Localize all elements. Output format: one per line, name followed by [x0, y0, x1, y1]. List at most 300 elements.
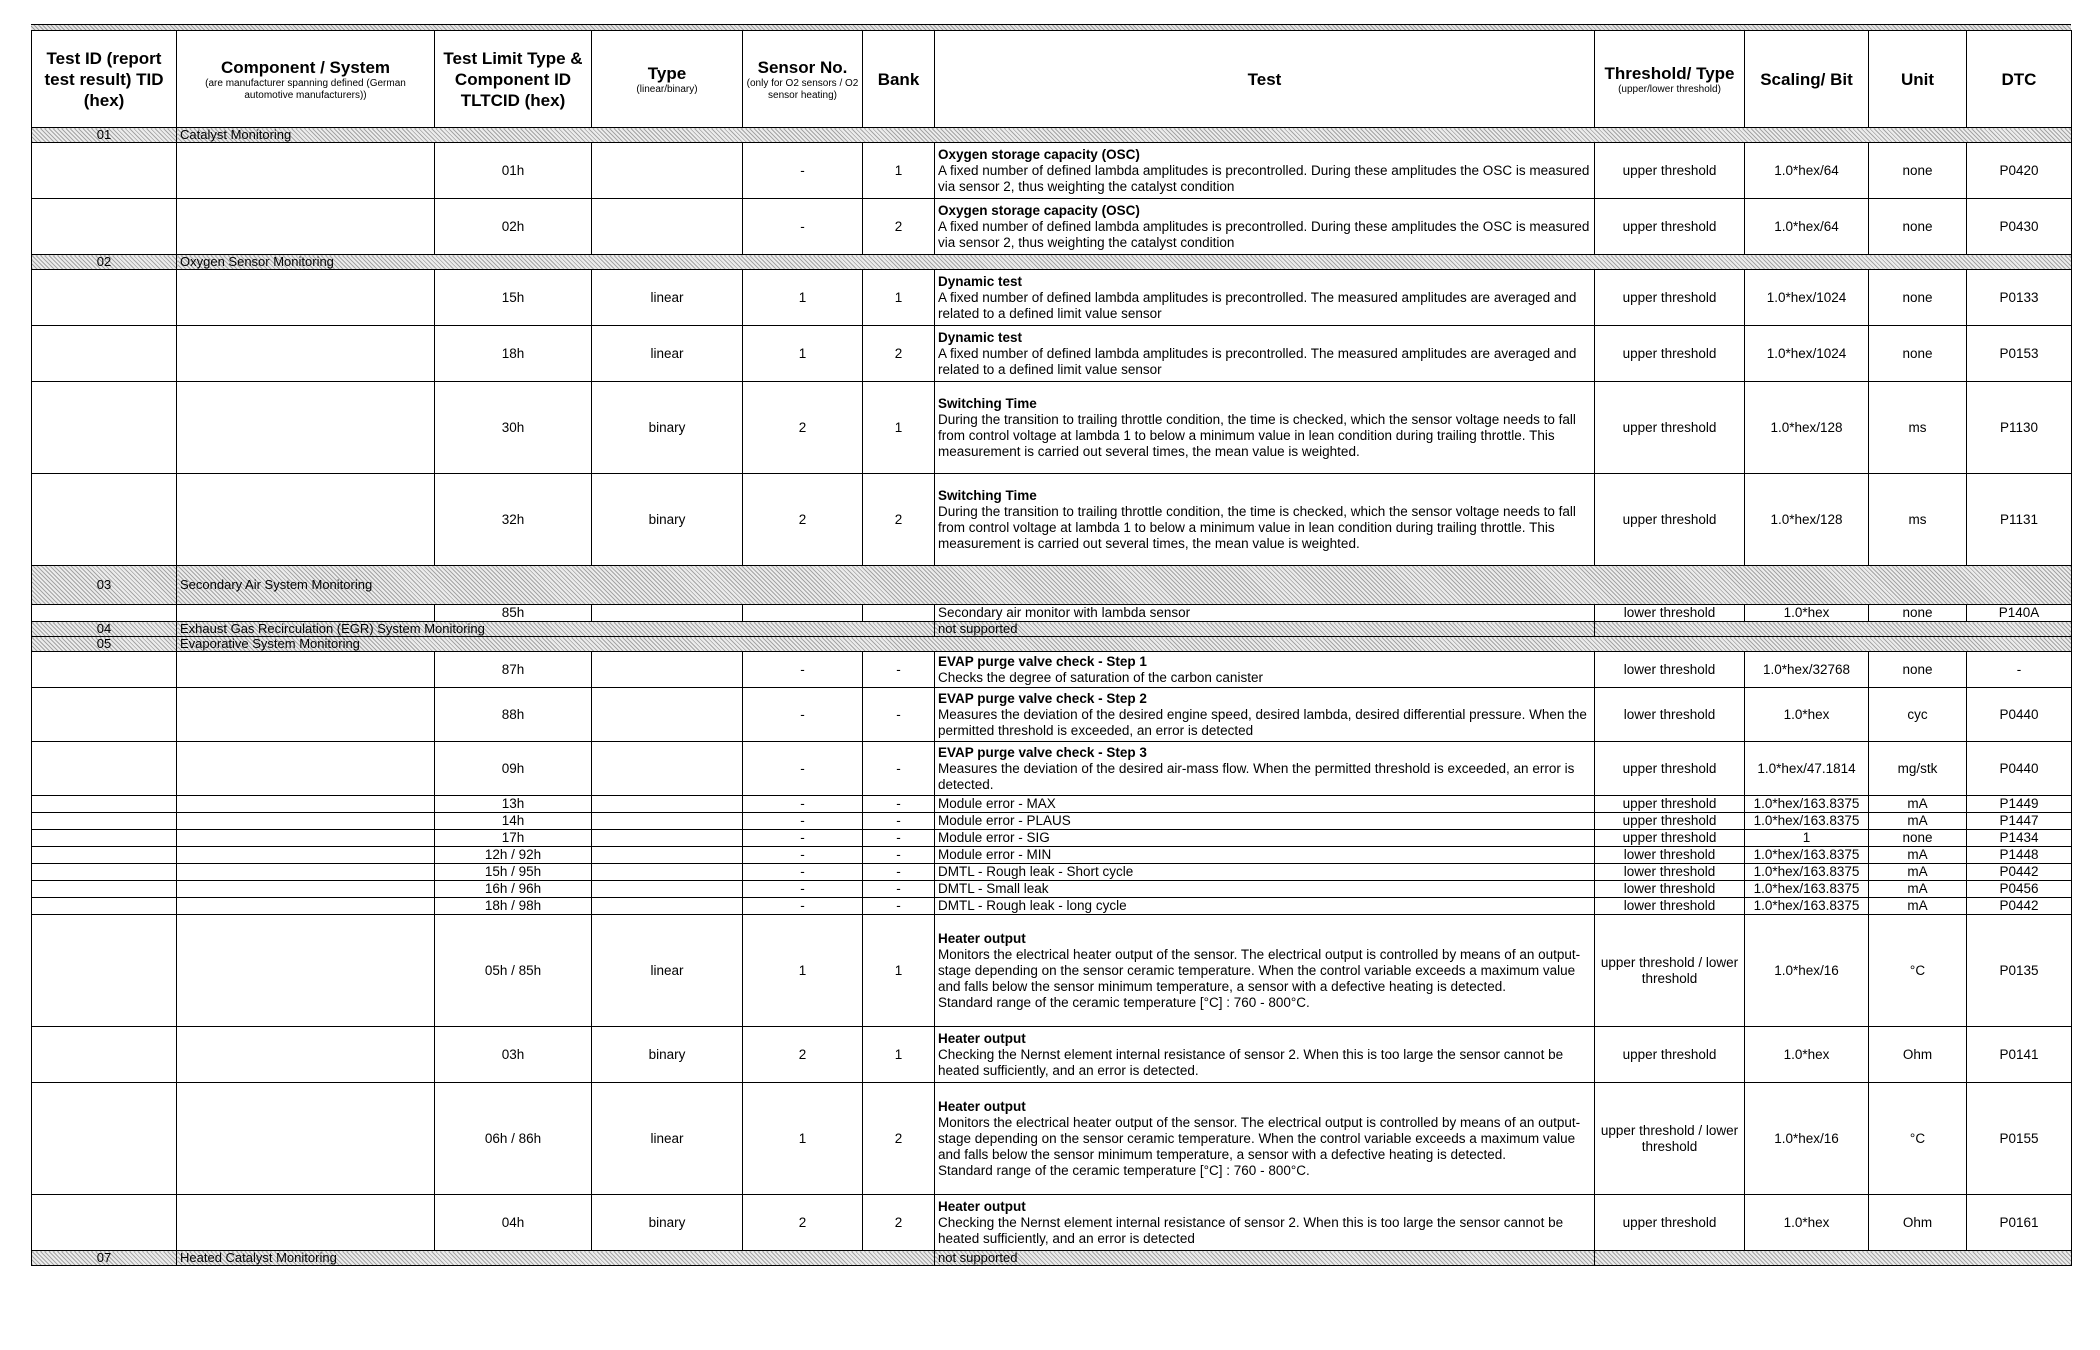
type-cell	[592, 742, 743, 796]
test-description: During the transition to trailing throttle condition, the time is checked, which the sensor voltage needs to fall from control voltage at lambda 1 to below a minimum value in lean condition during trailing throttle. This measurement is carried out several times, the mean value is weighted.	[938, 411, 1576, 459]
unit-cell: none	[1869, 830, 1967, 847]
sensor-cell: 1	[743, 326, 863, 382]
tid-cell	[32, 915, 177, 1027]
type-cell	[592, 605, 743, 622]
unit-cell: Ohm	[1869, 1027, 1967, 1083]
sensor-cell: 1	[743, 915, 863, 1027]
sensor-cell: -	[743, 881, 863, 898]
scaling-cell: 1.0*hex/1024	[1745, 326, 1869, 382]
unit-cell: °C	[1869, 915, 1967, 1027]
section-hatch	[1595, 1251, 2072, 1266]
test-cell	[935, 326, 1595, 382]
section-test: not supported	[935, 622, 1595, 637]
test-cell	[935, 605, 1595, 622]
component-cell	[177, 864, 435, 881]
tid-cell	[32, 881, 177, 898]
scaling-cell: 1.0*hex/163.8375	[1745, 796, 1869, 813]
tid-cell	[32, 1195, 177, 1251]
tltcid-cell: 88h	[435, 688, 592, 742]
bank-cell: -	[863, 652, 935, 688]
dtc-cell: P0442	[1967, 898, 2072, 915]
section-id: 04	[32, 622, 177, 637]
type-cell: binary	[592, 1195, 743, 1251]
type-cell	[592, 813, 743, 830]
tid-cell	[32, 864, 177, 881]
dtc-cell: P1131	[1967, 474, 2072, 566]
section-name: Oxygen Sensor Monitoring	[177, 255, 2072, 270]
threshold-cell: upper threshold	[1595, 382, 1745, 474]
test-title: Dynamic test	[938, 329, 1023, 345]
tltcid-cell: 15h / 95h	[435, 864, 592, 881]
test-description: Monitors the electrical heater output of the sensor. The electrical output is controlled by means of an output-stage depending on the sensor ceramic temperature. When the control variable exceeds a maximum value and falls below the sensor minimum temperature, a sensor with a defective heating is detected.	[938, 1114, 1581, 1162]
sensor-cell: -	[743, 688, 863, 742]
threshold-cell: upper threshold	[1595, 1027, 1745, 1083]
threshold-cell: lower threshold	[1595, 605, 1745, 622]
section-name: Exhaust Gas Recirculation (EGR) System Monitoring	[177, 622, 935, 637]
tltcid-cell: 06h / 86h	[435, 1083, 592, 1195]
dtc-cell: P0442	[1967, 864, 2072, 881]
tltcid-cell: 09h	[435, 742, 592, 796]
test-note: Standard range of the ceramic temperature [°C] : 760 - 800°C.	[938, 994, 1310, 1010]
scaling-cell: 1.0*hex/64	[1745, 199, 1869, 255]
tltcid-cell: 01h	[435, 143, 592, 199]
section-hatch	[1595, 622, 2072, 637]
obd-test-table	[31, 30, 2072, 1266]
type-cell	[592, 864, 743, 881]
bank-cell: -	[863, 796, 935, 813]
tid-cell	[32, 742, 177, 796]
test-description: A fixed number of defined lambda amplitudes is precontrolled. The measured amplitudes are averaged and related to a defined limit value sensor	[938, 345, 1577, 377]
table-row	[32, 830, 2072, 847]
scaling-cell: 1	[1745, 830, 1869, 847]
section-id: 05	[32, 637, 177, 652]
dtc-cell: P1434	[1967, 830, 2072, 847]
tltcid-cell: 18h	[435, 326, 592, 382]
tltcid-cell: 14h	[435, 813, 592, 830]
table-row	[32, 796, 2072, 813]
dtc-cell: -	[1967, 652, 2072, 688]
component-cell	[177, 143, 435, 199]
threshold-cell: lower threshold	[1595, 688, 1745, 742]
type-cell	[592, 796, 743, 813]
test-cell	[935, 881, 1595, 898]
test-title: Heater output	[938, 1198, 1026, 1214]
header-scaling: Scaling/ Bit	[1745, 31, 1869, 128]
sensor-cell: -	[743, 652, 863, 688]
dtc-cell: P0440	[1967, 742, 2072, 796]
scaling-cell: 1.0*hex/64	[1745, 143, 1869, 199]
scaling-cell: 1.0*hex	[1745, 1027, 1869, 1083]
header-component-label: Component / System	[220, 57, 391, 77]
bank-cell: 1	[863, 1027, 935, 1083]
component-cell	[177, 605, 435, 622]
unit-cell: none	[1869, 143, 1967, 199]
tid-cell	[32, 270, 177, 326]
type-cell: binary	[592, 1027, 743, 1083]
tid-cell	[32, 605, 177, 622]
test-cell	[935, 382, 1595, 474]
header-sensor-note: (only for O2 sensors / O2 sensor heating)	[746, 77, 859, 101]
component-cell	[177, 830, 435, 847]
component-cell	[177, 474, 435, 566]
component-cell	[177, 688, 435, 742]
threshold-cell: upper threshold / lower threshold	[1595, 1083, 1745, 1195]
sensor-cell: 1	[743, 270, 863, 326]
dtc-cell: P0133	[1967, 270, 2072, 326]
component-cell	[177, 742, 435, 796]
scaling-cell: 1.0*hex/163.8375	[1745, 898, 1869, 915]
section-name: Evaporative System Monitoring	[177, 637, 2072, 652]
scaling-cell: 1.0*hex/163.8375	[1745, 813, 1869, 830]
test-note: Standard range of the ceramic temperature [°C] : 760 - 800°C.	[938, 1162, 1310, 1178]
threshold-cell: lower threshold	[1595, 847, 1745, 864]
test-cell	[935, 199, 1595, 255]
header-type-label: Type	[647, 63, 687, 83]
component-cell	[177, 915, 435, 1027]
dtc-cell: P1447	[1967, 813, 2072, 830]
tid-cell	[32, 326, 177, 382]
threshold-cell: upper threshold	[1595, 742, 1745, 796]
dtc-cell: P1130	[1967, 382, 2072, 474]
header-tid: Test ID (report test result) TID (hex)	[32, 31, 177, 128]
bank-cell: -	[863, 898, 935, 915]
threshold-cell: upper threshold	[1595, 474, 1745, 566]
table-row	[32, 326, 2072, 382]
section-name: Secondary Air System Monitoring	[177, 566, 2072, 605]
unit-cell: ms	[1869, 382, 1967, 474]
section-id: 01	[32, 128, 177, 143]
section-row-catalyst	[32, 128, 2072, 143]
tid-cell	[32, 898, 177, 915]
type-cell: linear	[592, 326, 743, 382]
table-row	[32, 474, 2072, 566]
scaling-cell: 1.0*hex/16	[1745, 1083, 1869, 1195]
dtc-cell: P0420	[1967, 143, 2072, 199]
tltcid-cell: 02h	[435, 199, 592, 255]
bank-cell: 2	[863, 1195, 935, 1251]
test-cell	[935, 143, 1595, 199]
tltcid-cell: 17h	[435, 830, 592, 847]
test-description: During the transition to trailing throttle condition, the time is checked, which the sensor voltage needs to fall from control voltage at lambda 1 to below a minimum value in lean condition during trailing throttle. This measurement is carried out several times, the mean value is weighted.	[938, 503, 1576, 551]
component-cell	[177, 813, 435, 830]
threshold-cell: upper threshold / lower threshold	[1595, 915, 1745, 1027]
threshold-cell: upper threshold	[1595, 199, 1745, 255]
test-cell	[935, 915, 1595, 1027]
test-description: DMTL - Rough leak - Short cycle	[938, 864, 1134, 879]
unit-cell: mg/stk	[1869, 742, 1967, 796]
threshold-cell: lower threshold	[1595, 864, 1745, 881]
type-cell	[592, 881, 743, 898]
section-row-heated-catalyst	[32, 1251, 2072, 1266]
unit-cell: none	[1869, 652, 1967, 688]
bank-cell: -	[863, 830, 935, 847]
sensor-cell: 2	[743, 382, 863, 474]
section-id: 07	[32, 1251, 177, 1266]
tid-cell	[32, 143, 177, 199]
unit-cell: mA	[1869, 847, 1967, 864]
component-cell	[177, 1027, 435, 1083]
threshold-cell: upper threshold	[1595, 326, 1745, 382]
type-cell: linear	[592, 270, 743, 326]
header-type-note: (linear/binary)	[636, 83, 698, 95]
threshold-cell: lower threshold	[1595, 898, 1745, 915]
threshold-cell: upper threshold	[1595, 830, 1745, 847]
scaling-cell: 1.0*hex	[1745, 605, 1869, 622]
test-description: DMTL - Small leak	[938, 881, 1049, 896]
sensor-cell: -	[743, 796, 863, 813]
test-description: Module error - PLAUS	[938, 813, 1071, 828]
tltcid-cell: 85h	[435, 605, 592, 622]
tid-cell	[32, 813, 177, 830]
test-description: Checking the Nernst element internal resistance of sensor 2. When this is too large the sensor cannot be heated sufficiently, and an error is detected.	[938, 1046, 1564, 1078]
test-cell	[935, 898, 1595, 915]
tltcid-cell: 32h	[435, 474, 592, 566]
component-cell	[177, 199, 435, 255]
component-cell	[177, 881, 435, 898]
scaling-cell: 1.0*hex/1024	[1745, 270, 1869, 326]
test-cell	[935, 1083, 1595, 1195]
sensor-cell: -	[743, 864, 863, 881]
test-title: Oxygen storage capacity (OSC)	[938, 146, 1140, 162]
tltcid-cell: 18h / 98h	[435, 898, 592, 915]
tid-cell	[32, 652, 177, 688]
unit-cell: °C	[1869, 1083, 1967, 1195]
dtc-cell: P0161	[1967, 1195, 2072, 1251]
bank-cell: 2	[863, 474, 935, 566]
test-title: Heater output	[938, 930, 1026, 946]
dtc-cell: P0440	[1967, 688, 2072, 742]
header-test: Test	[935, 31, 1595, 128]
test-title: Switching Time	[938, 395, 1037, 411]
dtc-cell: P0456	[1967, 881, 2072, 898]
dtc-cell: P0141	[1967, 1027, 2072, 1083]
scaling-cell: 1.0*hex/163.8375	[1745, 864, 1869, 881]
component-cell	[177, 652, 435, 688]
bank-cell: -	[863, 847, 935, 864]
test-cell	[935, 847, 1595, 864]
tltcid-cell: 03h	[435, 1027, 592, 1083]
table-row	[32, 847, 2072, 864]
test-cell	[935, 742, 1595, 796]
header-dtc: DTC	[1967, 31, 2072, 128]
sensor-cell: 2	[743, 1195, 863, 1251]
type-cell	[592, 143, 743, 199]
header-threshold	[1595, 31, 1745, 128]
component-cell	[177, 847, 435, 864]
header-row	[32, 31, 2072, 128]
sensor-cell: -	[743, 830, 863, 847]
test-title: EVAP purge valve check - Step 3	[938, 744, 1147, 760]
header-threshold-note: (upper/lower threshold)	[1618, 83, 1721, 95]
tid-cell	[32, 1027, 177, 1083]
header-sensor	[743, 31, 863, 128]
unit-cell: mA	[1869, 864, 1967, 881]
tltcid-cell: 87h	[435, 652, 592, 688]
header-unit: Unit	[1869, 31, 1967, 128]
sensor-cell: -	[743, 898, 863, 915]
component-cell	[177, 898, 435, 915]
threshold-cell: lower threshold	[1595, 881, 1745, 898]
test-title: Dynamic test	[938, 273, 1023, 289]
tltcid-cell: 04h	[435, 1195, 592, 1251]
tltcid-cell: 15h	[435, 270, 592, 326]
unit-cell: mA	[1869, 898, 1967, 915]
unit-cell: mA	[1869, 881, 1967, 898]
scaling-cell: 1.0*hex	[1745, 1195, 1869, 1251]
table-row	[32, 915, 2072, 1027]
header-tltcid: Test Limit Type & Component ID TLTCID (hex)	[435, 31, 592, 128]
tid-cell	[32, 847, 177, 864]
test-description: Measures the deviation of the desired air-mass flow. When the permitted threshold is exceeded, an error is detected.	[938, 760, 1575, 792]
bank-cell: 1	[863, 382, 935, 474]
section-row-secondary-air	[32, 566, 2072, 605]
test-description: DMTL - Rough leak - long cycle	[938, 898, 1127, 913]
tid-cell	[32, 1083, 177, 1195]
test-cell	[935, 830, 1595, 847]
sensor-cell	[743, 605, 863, 622]
scaling-cell: 1.0*hex/128	[1745, 382, 1869, 474]
bank-cell: 1	[863, 143, 935, 199]
test-description: Module error - MIN	[938, 847, 1052, 862]
sensor-cell: -	[743, 143, 863, 199]
component-cell	[177, 1195, 435, 1251]
type-cell: binary	[592, 474, 743, 566]
dtc-cell: P140A	[1967, 605, 2072, 622]
table-row	[32, 813, 2072, 830]
header-component-note: (are manufacturer spanning defined (German automotive manufacturers))	[205, 77, 406, 101]
sensor-cell: -	[743, 742, 863, 796]
unit-cell: cyc	[1869, 688, 1967, 742]
threshold-cell: upper threshold	[1595, 270, 1745, 326]
dtc-cell: P0153	[1967, 326, 2072, 382]
unit-cell: mA	[1869, 813, 1967, 830]
dtc-cell: P1448	[1967, 847, 2072, 864]
scaling-cell: 1.0*hex	[1745, 688, 1869, 742]
table-row	[32, 742, 2072, 796]
threshold-cell: upper threshold	[1595, 813, 1745, 830]
type-cell	[592, 830, 743, 847]
dtc-cell: P0430	[1967, 199, 2072, 255]
test-cell	[935, 796, 1595, 813]
test-description: A fixed number of defined lambda amplitudes is precontrolled. During these amplitudes the OSC is measured via sensor 2, thus weighting the catalyst condition	[938, 218, 1590, 250]
section-name: Catalyst Monitoring	[177, 128, 2072, 143]
tltcid-cell: 30h	[435, 382, 592, 474]
test-title: Oxygen storage capacity (OSC)	[938, 202, 1140, 218]
table-row	[32, 652, 2072, 688]
section-row-oxygen	[32, 255, 2072, 270]
sensor-cell: 2	[743, 474, 863, 566]
table-row	[32, 143, 2072, 199]
header-sensor-label: Sensor No.	[757, 57, 848, 77]
tid-cell	[32, 474, 177, 566]
bank-cell: -	[863, 881, 935, 898]
component-cell	[177, 270, 435, 326]
unit-cell: ms	[1869, 474, 1967, 566]
scaling-cell: 1.0*hex/47.1814	[1745, 742, 1869, 796]
unit-cell: none	[1869, 199, 1967, 255]
dtc-cell: P1449	[1967, 796, 2072, 813]
table-row	[32, 881, 2072, 898]
bank-cell: 1	[863, 915, 935, 1027]
tid-cell	[32, 830, 177, 847]
type-cell	[592, 199, 743, 255]
header-bank: Bank	[863, 31, 935, 128]
unit-cell: none	[1869, 326, 1967, 382]
dtc-cell: P0155	[1967, 1083, 2072, 1195]
table-row	[32, 270, 2072, 326]
bank-cell: -	[863, 864, 935, 881]
test-title: Heater output	[938, 1030, 1026, 1046]
component-cell	[177, 382, 435, 474]
sensor-cell: -	[743, 199, 863, 255]
test-cell	[935, 1027, 1595, 1083]
section-row-egr	[32, 622, 2072, 637]
unit-cell: none	[1869, 270, 1967, 326]
test-description: Module error - SIG	[938, 830, 1050, 845]
header-type	[592, 31, 743, 128]
bank-cell	[863, 605, 935, 622]
test-description: Checks the degree of saturation of the carbon canister	[938, 669, 1263, 685]
unit-cell: mA	[1869, 796, 1967, 813]
table-row	[32, 1083, 2072, 1195]
bank-cell: 2	[863, 326, 935, 382]
tid-cell	[32, 688, 177, 742]
bank-cell: -	[863, 813, 935, 830]
threshold-cell: upper threshold	[1595, 796, 1745, 813]
test-description: Module error - MAX	[938, 796, 1056, 811]
bank-cell: 1	[863, 270, 935, 326]
component-cell	[177, 326, 435, 382]
scaling-cell: 1.0*hex/163.8375	[1745, 881, 1869, 898]
tltcid-cell: 16h / 96h	[435, 881, 592, 898]
test-description: Secondary air monitor with lambda sensor	[938, 605, 1191, 620]
table-body	[32, 128, 2072, 1266]
test-description: A fixed number of defined lambda amplitudes is precontrolled. The measured amplitudes are averaged and related to a defined limit value sensor	[938, 289, 1577, 321]
scaling-cell: 1.0*hex/163.8375	[1745, 847, 1869, 864]
section-id: 03	[32, 566, 177, 605]
header-threshold-label: Threshold/ Type	[1604, 63, 1735, 83]
type-cell	[592, 898, 743, 915]
unit-cell: none	[1869, 605, 1967, 622]
sensor-cell: 2	[743, 1027, 863, 1083]
type-cell: binary	[592, 382, 743, 474]
test-title: EVAP purge valve check - Step 2	[938, 690, 1147, 706]
threshold-cell: upper threshold	[1595, 143, 1745, 199]
bank-cell: 2	[863, 1083, 935, 1195]
test-cell	[935, 688, 1595, 742]
type-cell	[592, 652, 743, 688]
threshold-cell: lower threshold	[1595, 652, 1745, 688]
test-title: Switching Time	[938, 487, 1037, 503]
tid-cell	[32, 382, 177, 474]
test-description: Measures the deviation of the desired engine speed, desired lambda, desired differential pressure. When the permitted threshold is exceeded, an error is detected	[938, 706, 1587, 738]
section-test: not supported	[935, 1251, 1595, 1266]
table-row	[32, 898, 2072, 915]
component-cell	[177, 1083, 435, 1195]
test-cell	[935, 270, 1595, 326]
test-description: Checking the Nernst element internal resistance of sensor 2. When this is too large the sensor cannot be heated sufficiently, and an error is detected	[938, 1214, 1564, 1246]
bank-cell: 2	[863, 199, 935, 255]
tltcid-cell: 13h	[435, 796, 592, 813]
table-row	[32, 864, 2072, 881]
test-description: A fixed number of defined lambda amplitudes is precontrolled. During these amplitudes the OSC is measured via sensor 2, thus weighting the catalyst condition	[938, 162, 1590, 194]
component-cell	[177, 796, 435, 813]
scaling-cell: 1.0*hex/32768	[1745, 652, 1869, 688]
bank-cell: -	[863, 688, 935, 742]
test-description: Monitors the electrical heater output of the sensor. The electrical output is controlled by means of an output-stage depending on the sensor ceramic temperature. When the control variable exceeds a maximum value and falls below the sensor minimum temperature, a sensor with a defective heating is detected.	[938, 946, 1581, 994]
table-row	[32, 382, 2072, 474]
type-cell: linear	[592, 915, 743, 1027]
